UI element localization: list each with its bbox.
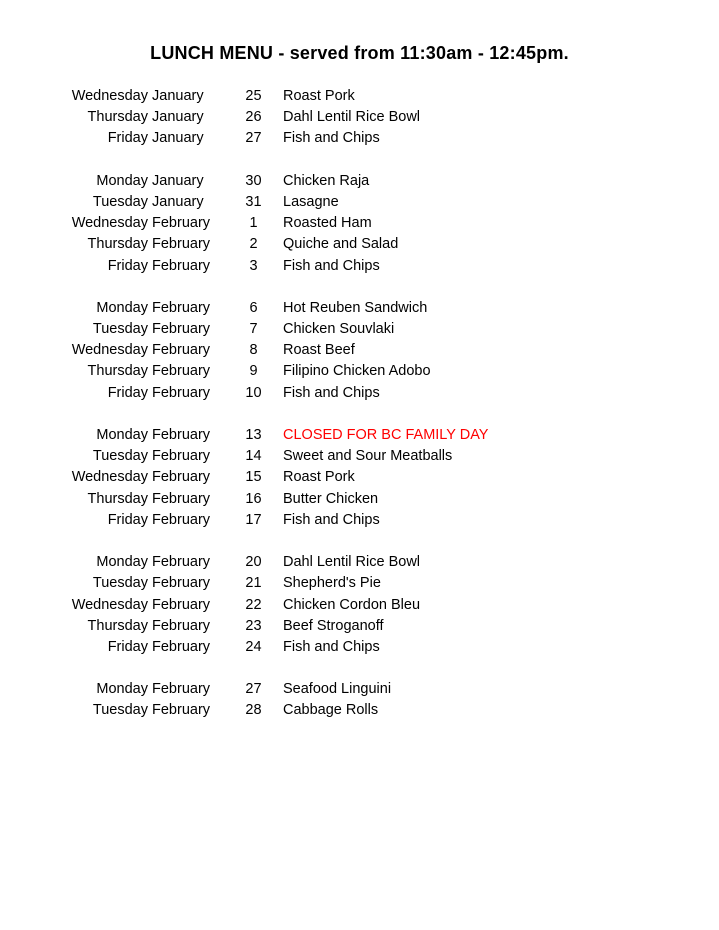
- menu-month: February: [152, 469, 211, 486]
- menu-week: [0, 171, 719, 277]
- menu-row: [0, 171, 719, 192]
- menu-meal: Hot Reuben Sandwich: [283, 299, 428, 316]
- menu-row: [0, 256, 719, 277]
- menu-date: 15: [245, 469, 262, 486]
- menu-date: 31: [245, 193, 262, 210]
- menu-day: Monday: [96, 681, 148, 698]
- menu-row: [0, 128, 719, 149]
- menu-day: Wednesday: [71, 88, 148, 104]
- menu-month: February: [152, 236, 211, 253]
- menu-day: Thursday: [87, 109, 148, 126]
- menu-date: 14: [245, 448, 262, 465]
- menu-week: [0, 425, 719, 531]
- menu-date: 28: [245, 702, 262, 719]
- menu-row: [0, 361, 719, 382]
- menu-meal: Fish and Chips: [283, 638, 380, 655]
- menu-meal: Cabbage Rolls: [283, 702, 379, 719]
- menu-date: 8: [249, 342, 258, 359]
- menu-row: [0, 192, 719, 213]
- menu-month: January: [152, 172, 204, 189]
- menu-meal: Fish and Chips: [283, 511, 380, 528]
- menu-month: February: [152, 342, 211, 359]
- menu-month: February: [152, 554, 211, 571]
- menu-meal: Butter Chicken: [283, 490, 379, 507]
- menu-date: 10: [245, 384, 262, 401]
- menu-meal: Shepherd's Pie: [283, 575, 381, 592]
- menu-row: [0, 340, 719, 361]
- menu-month: February: [152, 681, 211, 698]
- menu-date: 21: [245, 575, 262, 592]
- menu-date: 16: [245, 490, 262, 507]
- menu-meal: Seafood Linguini: [283, 681, 392, 698]
- menu-week: [0, 86, 719, 150]
- menu-day: Wednesday: [71, 596, 148, 613]
- menu-date: 3: [249, 257, 258, 274]
- menu-month: February: [152, 427, 211, 443]
- menu-day: Monday: [96, 299, 148, 316]
- menu-meal: Roast Beef: [283, 342, 355, 359]
- menu-month: February: [152, 448, 211, 465]
- menu-meal: Roasted Ham: [283, 215, 372, 232]
- menu-month: January: [152, 88, 204, 104]
- menu-day: Wednesday: [71, 342, 148, 359]
- menu-day: Friday: [107, 511, 148, 528]
- menu-day: Friday: [107, 130, 148, 147]
- menu-day: Friday: [107, 384, 148, 401]
- menu-day: Tuesday: [92, 193, 148, 210]
- menu-row: [0, 107, 719, 128]
- menu-row: [0, 319, 719, 340]
- menu-row: [0, 573, 719, 594]
- menu-week: [0, 679, 719, 721]
- menu-week: [0, 552, 719, 658]
- menu-month: February: [152, 617, 211, 634]
- menu-date: 17: [245, 511, 262, 528]
- menu-day: Tuesday: [92, 448, 148, 465]
- menu-month: February: [152, 257, 211, 274]
- menu-meal: Filipino Chicken Adobo: [283, 363, 431, 380]
- menu-day: Thursday: [87, 363, 148, 380]
- menu-month: February: [152, 299, 211, 316]
- menu-list: [0, 86, 719, 722]
- menu-date: 23: [245, 617, 262, 634]
- menu-day: Tuesday: [92, 321, 148, 338]
- menu-date: 13: [245, 427, 262, 443]
- menu-row: [0, 86, 719, 107]
- menu-day: Tuesday: [92, 575, 148, 592]
- menu-date: 26: [245, 109, 262, 126]
- menu-day: Thursday: [87, 617, 148, 634]
- menu-meal: Fish and Chips: [283, 257, 380, 274]
- menu-date: 27: [245, 681, 262, 698]
- menu-month: February: [152, 363, 211, 380]
- menu-day: Monday: [96, 554, 148, 571]
- menu-row: [0, 510, 719, 531]
- menu-row: [0, 552, 719, 573]
- menu-month: February: [152, 215, 211, 232]
- menu-meal: Sweet and Sour Meatballs: [283, 448, 453, 465]
- menu-meal: Quiche and Salad: [283, 236, 399, 253]
- menu-month: February: [152, 490, 211, 507]
- menu-date: 24: [245, 638, 262, 655]
- menu-meal: Beef Stroganoff: [283, 617, 384, 634]
- menu-week: [0, 298, 719, 404]
- menu-date: 20: [245, 554, 262, 571]
- menu-month: February: [152, 575, 211, 592]
- menu-meal: Roast Pork: [283, 469, 355, 486]
- menu-date: 2: [249, 236, 258, 253]
- menu-day: Wednesday: [71, 469, 148, 486]
- menu-row: [0, 595, 719, 616]
- menu-row: [0, 213, 719, 234]
- menu-date: 9: [249, 363, 258, 380]
- menu-day: Friday: [107, 638, 148, 655]
- menu-meal: Fish and Chips: [283, 130, 380, 147]
- menu-date: 22: [245, 596, 262, 613]
- closed-notice: CLOSED FOR BC FAMILY DAY: [283, 427, 489, 443]
- menu-row: [0, 489, 719, 510]
- menu-date: 30: [245, 172, 262, 189]
- menu-meal: Chicken Cordon Bleu: [283, 596, 421, 613]
- menu-day: Monday: [96, 172, 148, 189]
- menu-day: Monday: [96, 427, 148, 443]
- menu-meal: Dahl Lentil Rice Bowl: [283, 109, 421, 126]
- menu-row: [0, 637, 719, 658]
- menu-row: [0, 425, 719, 446]
- menu-meal: Chicken Souvlaki: [283, 321, 395, 338]
- menu-day: Wednesday: [71, 215, 148, 232]
- menu-month: February: [152, 638, 211, 655]
- page-title: LUNCH MENU - served from 11:30am - 12:45pm.: [150, 43, 569, 63]
- menu-date: 1: [249, 215, 258, 232]
- menu-month: February: [152, 384, 211, 401]
- menu-meal: Dahl Lentil Rice Bowl: [283, 554, 421, 571]
- menu-day: Thursday: [87, 236, 148, 253]
- menu-meal: Roast Pork: [283, 88, 355, 104]
- menu-day: Friday: [107, 257, 148, 274]
- menu-meal: Chicken Raja: [283, 172, 370, 189]
- menu-month: January: [152, 193, 204, 210]
- menu-row: [0, 298, 719, 319]
- menu-row: [0, 700, 719, 721]
- menu-row: [0, 616, 719, 637]
- menu-month: January: [152, 109, 204, 126]
- menu-row: [0, 467, 719, 488]
- menu-row: [0, 383, 719, 404]
- menu-day: Thursday: [87, 490, 148, 507]
- menu-row: [0, 679, 719, 700]
- menu-row: [0, 234, 719, 255]
- menu-month: February: [152, 321, 211, 338]
- menu-month: January: [152, 130, 204, 147]
- menu-meal: Lasagne: [283, 193, 339, 210]
- menu-row: [0, 446, 719, 467]
- menu-date: 7: [249, 321, 258, 338]
- menu-day: Tuesday: [92, 702, 148, 719]
- menu-meal: Fish and Chips: [283, 384, 380, 401]
- menu-date: 25: [245, 88, 262, 104]
- menu-date: 6: [249, 299, 258, 316]
- menu-month: February: [152, 596, 211, 613]
- menu-date: 27: [245, 130, 262, 147]
- menu-month: February: [152, 511, 211, 528]
- menu-month: February: [152, 702, 211, 719]
